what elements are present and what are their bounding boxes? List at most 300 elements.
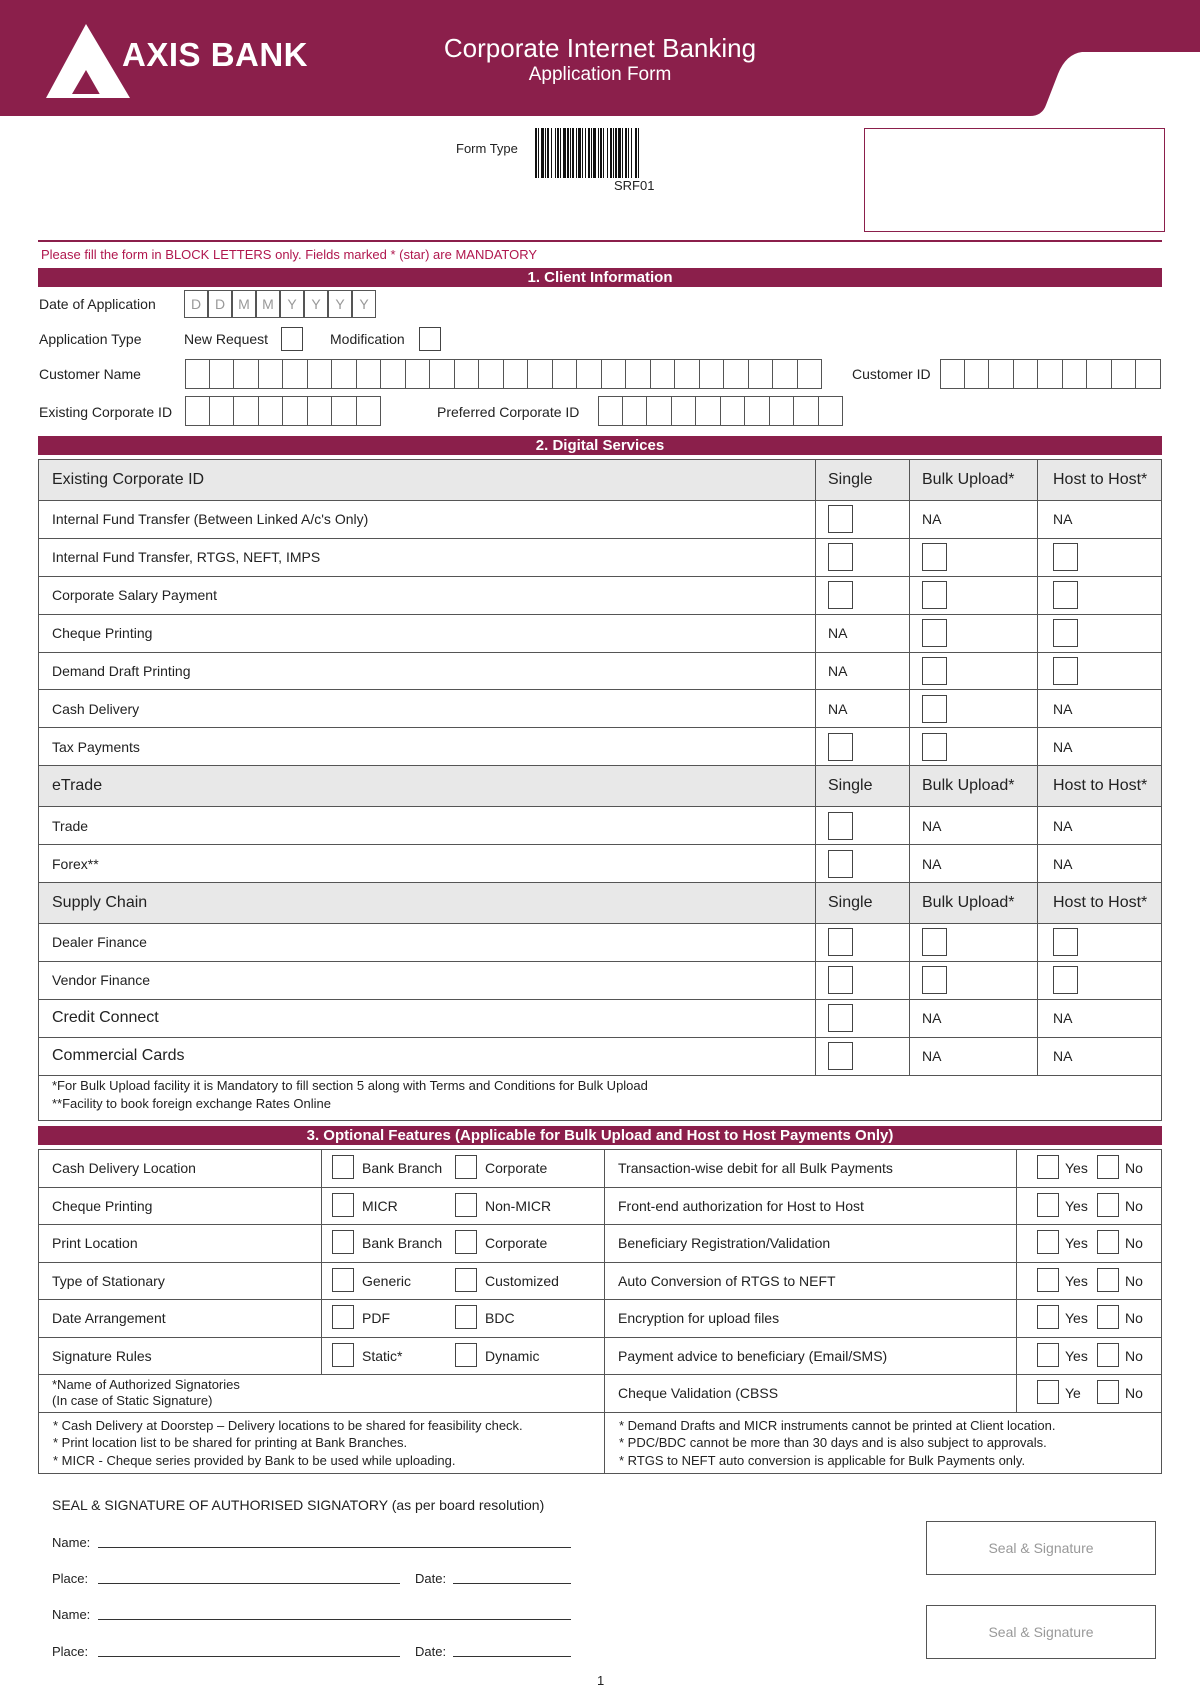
option-2-label: BDC [485, 1310, 515, 1326]
char-cell[interactable] [598, 396, 623, 426]
feature-label: Payment advice to beneficiary (Email/SMS) [605, 1337, 1017, 1375]
no-label: No [1125, 1385, 1143, 1401]
feature-options [322, 1150, 605, 1188]
feature-label: Print Location [39, 1225, 322, 1263]
feature-label: Signature Rules [39, 1337, 322, 1375]
char-cell[interactable] [770, 396, 795, 426]
no-checkbox[interactable] [1097, 1193, 1119, 1217]
yes-label: Yes [1065, 1272, 1088, 1289]
date-line[interactable] [453, 1656, 571, 1657]
host-to-host-checkbox[interactable] [1053, 619, 1078, 647]
char-cell[interactable] [602, 359, 627, 389]
feature-label: Beneficiary Registration/Validation [605, 1225, 1017, 1263]
no-checkbox[interactable] [1097, 1380, 1119, 1404]
table-row [39, 1225, 1162, 1263]
col-bulk-upload: Bulk Upload* [910, 766, 1038, 807]
optional-features-table [38, 1149, 1162, 1474]
yes-checkbox[interactable] [1037, 1343, 1059, 1367]
char-cell[interactable] [647, 396, 672, 426]
single-checkbox[interactable] [828, 543, 853, 571]
single-cell[interactable] [816, 807, 910, 845]
table-row [39, 807, 1162, 845]
option-1-checkbox[interactable] [332, 1268, 354, 1292]
single-checkbox[interactable] [828, 966, 853, 994]
char-cell[interactable] [504, 359, 529, 389]
bulk-upload-checkbox[interactable] [922, 619, 947, 647]
service-label: Internal Fund Transfer, RTGS, NEFT, IMPS [39, 538, 816, 576]
date-char[interactable]: D [208, 290, 232, 318]
char-cell[interactable] [651, 359, 676, 389]
option-2-label: Dynamic [485, 1347, 540, 1364]
customer-id-field[interactable] [940, 359, 1161, 389]
host-to-host-cell[interactable] [1038, 652, 1162, 690]
table-row [39, 614, 1162, 652]
date-char[interactable]: M [232, 290, 256, 318]
bulk-upload-checkbox[interactable] [922, 657, 947, 685]
host-to-host-na: NA [1038, 1037, 1162, 1075]
option-1-label: Bank Branch [362, 1235, 443, 1251]
existing-corporate-id-field[interactable] [185, 396, 381, 426]
bulk-upload-cell[interactable] [910, 961, 1038, 999]
bulk-upload-cell[interactable] [910, 538, 1038, 576]
name-label: Name: [52, 1535, 91, 1550]
feature-label: Front-end authorization for Host to Host [605, 1187, 1017, 1225]
yes-checkbox[interactable] [1037, 1380, 1059, 1404]
form-subtitle: Application Form [528, 64, 672, 85]
char-cell[interactable] [798, 359, 823, 389]
yes-checkbox[interactable] [1037, 1305, 1059, 1329]
no-label: No [1125, 1347, 1143, 1364]
table-row [39, 501, 1162, 539]
option-2-checkbox[interactable] [455, 1230, 477, 1254]
host-to-host-checkbox[interactable] [1053, 543, 1078, 571]
host-to-host-checkbox[interactable] [1053, 928, 1078, 956]
feature-label: Cheque Validation (CBSS [605, 1375, 1017, 1413]
char-cell[interactable] [553, 359, 578, 389]
host-to-host-na: NA [1038, 690, 1162, 728]
bulk-upload-cell[interactable] [910, 614, 1038, 652]
form-title: Corporate Internet Banking [443, 33, 757, 63]
col-host-to-host: Host to Host* [1038, 460, 1162, 501]
no-label: No [1125, 1235, 1143, 1251]
table-row [39, 999, 1162, 1037]
host-to-host-cell[interactable] [1038, 538, 1162, 576]
yes-checkbox[interactable] [1037, 1230, 1059, 1254]
single-checkbox[interactable] [828, 928, 853, 956]
single-na: NA [816, 652, 910, 690]
new-request-checkbox[interactable] [281, 327, 303, 351]
signature-note-line: *Name of Authorized Signatories [52, 1377, 240, 1393]
char-cell[interactable] [1136, 359, 1161, 389]
service-label: Vendor Finance [39, 961, 816, 999]
char-cell[interactable] [1063, 359, 1088, 389]
date-label: Date: [415, 1644, 447, 1659]
yes-label: Yes [1065, 1310, 1088, 1326]
char-cell[interactable] [989, 359, 1014, 389]
application-type-label: Application Type [39, 331, 142, 347]
char-cell[interactable] [819, 396, 844, 426]
name-label: Name: [52, 1607, 91, 1622]
bullet-note: * Demand Drafts and MICR instruments cannot be printed at Client location. [619, 1417, 1056, 1433]
table-row [39, 1337, 1162, 1375]
signature-note-line: (In case of Static Signature) [52, 1393, 213, 1409]
host-to-host-cell[interactable] [1038, 614, 1162, 652]
option-2-checkbox[interactable] [455, 1305, 477, 1329]
host-to-host-na: NA [1038, 728, 1162, 766]
group-heading: Existing Corporate ID [39, 460, 816, 501]
option-2-checkbox[interactable] [455, 1268, 477, 1292]
date-char[interactable]: Y [304, 290, 328, 318]
char-cell[interactable] [185, 396, 210, 426]
right-bullet-notes [605, 1412, 1162, 1474]
single-na: NA [816, 614, 910, 652]
bulk-upload-na: NA [910, 1037, 1038, 1075]
digital-services-notes [38, 1069, 1162, 1121]
yes-label: Yes [1065, 1160, 1088, 1176]
option-1-label: Static* [362, 1347, 403, 1364]
char-cell[interactable] [721, 396, 746, 426]
single-checkbox[interactable] [828, 505, 853, 533]
table-row [39, 576, 1162, 614]
table-row [39, 924, 1162, 962]
service-label: Internal Fund Transfer (Between Linked A/c's Only) [39, 501, 816, 539]
char-cell[interactable] [210, 396, 235, 426]
host-to-host-na: NA [1038, 845, 1162, 883]
date-char[interactable]: D [184, 290, 208, 318]
digital-services-table [38, 459, 1162, 1076]
char-cell[interactable] [283, 396, 308, 426]
date-char[interactable]: Y [328, 290, 352, 318]
char-cell[interactable] [724, 359, 749, 389]
no-label: No [1125, 1310, 1143, 1326]
char-cell[interactable] [672, 396, 697, 426]
feature-label: Date Arrangement [39, 1300, 322, 1338]
bulk-upload-cell[interactable] [910, 690, 1038, 728]
photo-box [864, 128, 1165, 232]
option-2-checkbox[interactable] [455, 1343, 477, 1367]
char-cell[interactable] [332, 396, 357, 426]
section-client-information: 1. Client Information [38, 268, 1162, 287]
date-label: Date: [415, 1571, 447, 1586]
host-to-host-na: NA [1038, 501, 1162, 539]
char-cell[interactable] [1087, 359, 1112, 389]
bulk-upload-cell[interactable] [910, 576, 1038, 614]
host-to-host-cell[interactable] [1038, 924, 1162, 962]
service-label: Credit Connect [39, 999, 816, 1037]
form-type-code: SRF01 [614, 178, 655, 193]
single-cell[interactable] [816, 728, 910, 766]
char-cell[interactable] [773, 359, 798, 389]
yes-no-options [1017, 1262, 1162, 1300]
no-label: No [1125, 1272, 1143, 1289]
feature-options [322, 1300, 605, 1338]
yes-checkbox[interactable] [1037, 1155, 1059, 1179]
single-cell[interactable] [816, 845, 910, 883]
single-cell[interactable] [816, 924, 910, 962]
date-char[interactable]: Y [352, 290, 376, 318]
no-checkbox[interactable] [1097, 1343, 1119, 1367]
yes-label: Ye [1065, 1385, 1081, 1401]
col-host-to-host: Host to Host* [1038, 766, 1162, 807]
table-row [39, 1375, 1162, 1413]
bullet-note: * MICR - Cheque series provided by Bank to be used while uploading. [53, 1452, 456, 1468]
single-cell[interactable] [816, 576, 910, 614]
bullet-notes-row [39, 1412, 1162, 1474]
col-host-to-host: Host to Host* [1038, 883, 1162, 924]
host-to-host-na: NA [1038, 999, 1162, 1037]
host-to-host-na: NA [1038, 807, 1162, 845]
single-checkbox[interactable] [828, 581, 853, 609]
char-cell[interactable] [675, 359, 700, 389]
char-cell[interactable] [700, 359, 725, 389]
char-cell[interactable] [940, 359, 965, 389]
char-cell[interactable] [626, 359, 651, 389]
yes-no-options [1017, 1375, 1162, 1413]
single-checkbox[interactable] [828, 812, 853, 840]
customer-name-field[interactable] [185, 359, 822, 389]
table-row [39, 1262, 1162, 1300]
single-cell[interactable] [816, 538, 910, 576]
date-char[interactable]: Y [280, 290, 304, 318]
char-cell[interactable] [1112, 359, 1137, 389]
bulk-upload-cell[interactable] [910, 924, 1038, 962]
yes-label: Yes [1065, 1347, 1088, 1364]
place-line[interactable] [98, 1656, 400, 1657]
preferred-corporate-id-label: Preferred Corporate ID [437, 404, 580, 420]
customer-name-label: Customer Name [39, 366, 141, 382]
bulk-upload-na: NA [910, 845, 1038, 883]
char-cell[interactable] [234, 359, 259, 389]
bulk-upload-checkbox[interactable] [922, 733, 947, 761]
group-header-row [39, 883, 1162, 924]
place-label: Place: [52, 1571, 89, 1586]
bulk-upload-na: NA [910, 807, 1038, 845]
single-cell[interactable] [816, 501, 910, 539]
host-to-host-checkbox[interactable] [1053, 581, 1078, 609]
char-cell[interactable] [381, 359, 406, 389]
date-line[interactable] [453, 1583, 571, 1584]
bulk-upload-cell[interactable] [910, 728, 1038, 766]
section-optional-features: 3. Optional Features (Applicable for Bulk Upload and Host to Host Payments Only) [38, 1126, 1162, 1145]
feature-options [322, 1187, 605, 1225]
service-label: Dealer Finance [39, 924, 816, 962]
table-row [39, 845, 1162, 883]
yes-no-options [1017, 1300, 1162, 1338]
host-to-host-checkbox[interactable] [1053, 966, 1078, 994]
bulk-upload-checkbox[interactable] [922, 695, 947, 723]
char-cell[interactable] [332, 359, 357, 389]
bullet-note: * Print location list to be shared for printing at Bank Branches. [53, 1435, 408, 1450]
service-label: Trade [39, 807, 816, 845]
bullet-note: * Cash Delivery at Doorstep – Delivery locations to be shared for feasibility check. [53, 1417, 523, 1433]
yes-no-options [1017, 1225, 1162, 1263]
date-of-application-label: Date of Application [39, 296, 156, 312]
service-label: Demand Draft Printing [39, 652, 816, 690]
yes-no-options [1017, 1187, 1162, 1225]
service-label: Cash Delivery [39, 690, 816, 728]
date-of-application-field[interactable] [184, 290, 376, 318]
table-row [39, 690, 1162, 728]
feature-label: Transaction-wise debit for all Bulk Payments [605, 1150, 1017, 1188]
no-checkbox[interactable] [1097, 1155, 1119, 1179]
single-checkbox[interactable] [828, 733, 853, 761]
char-cell[interactable] [185, 359, 210, 389]
barcode-icon [535, 128, 733, 178]
group-header-row [39, 460, 1162, 501]
option-1-label: Bank Branch [362, 1160, 443, 1176]
single-checkbox[interactable] [828, 850, 853, 878]
no-checkbox[interactable] [1097, 1230, 1119, 1254]
char-cell[interactable] [234, 396, 259, 426]
option-2-label: Non-MICR [485, 1197, 552, 1214]
host-to-host-checkbox[interactable] [1053, 657, 1078, 685]
bank-name: AXIS BANK [122, 36, 309, 73]
option-2-label: Corporate [485, 1235, 548, 1251]
no-label: No [1125, 1197, 1143, 1214]
bulk-upload-cell[interactable] [910, 652, 1038, 690]
table-row [39, 961, 1162, 999]
single-cell[interactable] [816, 999, 910, 1037]
bulk-upload-checkbox[interactable] [922, 928, 947, 956]
axis-logo-icon [46, 24, 130, 98]
page-number: 1 [597, 1673, 605, 1688]
feature-label: Cheque Printing [39, 1187, 322, 1225]
single-cell[interactable] [816, 961, 910, 999]
table-row [39, 652, 1162, 690]
char-cell[interactable] [794, 396, 819, 426]
bulk-upload-checkbox[interactable] [922, 543, 947, 571]
col-single: Single [816, 766, 910, 807]
feature-label: Cash Delivery Location [39, 1150, 322, 1188]
char-cell[interactable] [430, 359, 455, 389]
char-cell[interactable] [259, 396, 284, 426]
bulk-upload-checkbox[interactable] [922, 966, 947, 994]
group-heading: eTrade [39, 766, 816, 807]
preferred-corporate-id-field[interactable] [598, 396, 843, 426]
yes-no-options [1017, 1337, 1162, 1375]
signature-section-title: SEAL & SIGNATURE OF AUTHORISED SIGNATORY (as per board resolution) [52, 1497, 545, 1513]
existing-corporate-id-label: Existing Corporate ID [39, 404, 173, 420]
feature-options [322, 1262, 605, 1300]
single-checkbox[interactable] [828, 1004, 853, 1032]
single-checkbox[interactable] [828, 1042, 853, 1070]
forex-note: **Facility to book foreign exchange Rates Online [52, 1096, 331, 1111]
table-row [39, 1187, 1162, 1225]
service-label: Forex** [39, 845, 816, 883]
date-char[interactable]: M [256, 290, 280, 318]
modification-checkbox[interactable] [419, 327, 441, 351]
yes-checkbox[interactable] [1037, 1268, 1059, 1292]
char-cell[interactable] [623, 396, 648, 426]
section-digital-services: 2. Digital Services [38, 436, 1162, 455]
form-type-label: Form Type [456, 141, 518, 156]
table-row [39, 538, 1162, 576]
no-label: No [1125, 1160, 1143, 1176]
option-2-checkbox[interactable] [455, 1193, 477, 1217]
char-cell[interactable] [406, 359, 431, 389]
customer-id-label: Customer ID [852, 366, 931, 382]
option-1-checkbox[interactable] [332, 1193, 354, 1217]
option-1-checkbox[interactable] [332, 1155, 354, 1179]
place-line[interactable] [98, 1583, 400, 1584]
char-cell[interactable] [965, 359, 990, 389]
char-cell[interactable] [577, 359, 602, 389]
char-cell[interactable] [1038, 359, 1063, 389]
header-banner [0, 0, 1200, 116]
host-to-host-cell[interactable] [1038, 576, 1162, 614]
char-cell[interactable] [357, 396, 382, 426]
char-cell[interactable] [308, 359, 333, 389]
service-label: Commercial Cards [39, 1037, 816, 1075]
feature-label: Auto Conversion of RTGS to NEFT [605, 1262, 1017, 1300]
yes-label: Yes [1065, 1235, 1088, 1251]
char-cell[interactable] [455, 359, 480, 389]
char-cell[interactable] [357, 359, 382, 389]
char-cell[interactable] [479, 359, 504, 389]
new-request-label: New Request [184, 331, 269, 347]
char-cell[interactable] [1014, 359, 1039, 389]
bulk-upload-na: NA [910, 999, 1038, 1037]
modification-label: Modification [330, 331, 405, 347]
table-row [39, 1300, 1162, 1338]
char-cell[interactable] [749, 359, 774, 389]
service-label: Cheque Printing [39, 614, 816, 652]
col-single: Single [816, 460, 910, 501]
option-1-label: PDF [362, 1310, 390, 1326]
no-checkbox[interactable] [1097, 1268, 1119, 1292]
seal-signature-box[interactable]: Seal & Signature [926, 1521, 1156, 1575]
yes-no-options [1017, 1150, 1162, 1188]
bullet-note: * RTGS to NEFT auto conversion is applicable for Bulk Payments only. [619, 1452, 1026, 1468]
option-1-label: Generic [362, 1272, 412, 1289]
name-line[interactable] [98, 1547, 571, 1548]
table-row [39, 1150, 1162, 1188]
col-single: Single [816, 883, 910, 924]
char-cell[interactable] [210, 359, 235, 389]
host-to-host-cell[interactable] [1038, 961, 1162, 999]
seal-signature-box[interactable]: Seal & Signature [926, 1605, 1156, 1659]
single-na: NA [816, 690, 910, 728]
char-cell[interactable] [696, 396, 721, 426]
left-bullet-notes [39, 1412, 605, 1474]
col-bulk-upload: Bulk Upload* [910, 460, 1038, 501]
char-cell[interactable] [259, 359, 284, 389]
feature-options [322, 1337, 605, 1375]
char-cell[interactable] [283, 359, 308, 389]
option-1-checkbox[interactable] [332, 1305, 354, 1329]
name-line[interactable] [98, 1619, 571, 1620]
bulk-upload-checkbox[interactable] [922, 581, 947, 609]
col-bulk-upload: Bulk Upload* [910, 883, 1038, 924]
service-label: Corporate Salary Payment [39, 576, 816, 614]
place-label: Place: [52, 1644, 89, 1659]
bulk-upload-na: NA [910, 501, 1038, 539]
divider [38, 240, 1162, 242]
no-checkbox[interactable] [1097, 1305, 1119, 1329]
option-2-label: Customized [485, 1272, 559, 1289]
bullet-note: * PDC/BDC cannot be more than 30 days and is also subject to approvals. [619, 1435, 1047, 1450]
bulk-upload-note: *For Bulk Upload facility it is Mandatory to fill section 5 along with Terms and Conditions for Bulk Upload [52, 1078, 648, 1093]
char-cell[interactable] [745, 396, 770, 426]
feature-label: Type of Stationary [39, 1262, 322, 1300]
yes-checkbox[interactable] [1037, 1193, 1059, 1217]
char-cell[interactable] [308, 396, 333, 426]
option-1-checkbox[interactable] [332, 1343, 354, 1367]
option-2-checkbox[interactable] [455, 1155, 477, 1179]
yes-label: Yes [1065, 1197, 1088, 1214]
option-1-checkbox[interactable] [332, 1230, 354, 1254]
char-cell[interactable] [528, 359, 553, 389]
